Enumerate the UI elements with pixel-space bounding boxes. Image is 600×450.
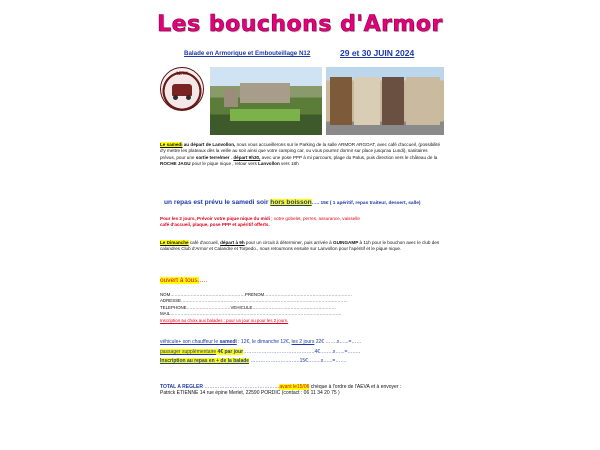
repas-line (164, 199, 421, 206)
registration-form (160, 292, 352, 324)
text: café d'accueil, plaque, pose PPP et apéritif offerts. (160, 222, 270, 228)
text-guingamp: GUINGAMP (333, 240, 359, 245)
castle-building-shape (240, 83, 290, 103)
wheel-icon (173, 95, 178, 100)
paragraph-samedi (160, 142, 442, 168)
highlight-dimanche: Le Dimanche (160, 240, 189, 245)
house-shape (382, 77, 404, 125)
document-page (150, 0, 450, 450)
text: pour le pique nique , retour vers (190, 161, 259, 167)
text: pour un circuit à déterminer, puis arrivée à (244, 240, 333, 245)
text: un repas est prévu le samedi soir (164, 199, 269, 206)
wheel-icon (186, 95, 191, 100)
highlight-deadline: avant le15/06 (279, 384, 310, 390)
price: 4€ par jour (216, 349, 244, 355)
text-depart-time: départ à 9h (220, 240, 245, 245)
text-lanvollon: Lanvollon (258, 161, 280, 167)
form-telephone: TELEPHONE…………………………VEHICULE………………………………………………… (160, 304, 336, 310)
text: vers 18h (279, 161, 299, 167)
form-inscription-note: Inscription au choix aux balades : pour un jour ou pour les 2 jours. (160, 317, 289, 323)
text: avec une pose PPP à mi parcours, plage du Palus, puis direction vers le château de la (260, 154, 438, 160)
text-depart-time: départ 9h30, (233, 154, 261, 160)
text: à 11h pour le bouchon avec le club des calandres Club d'Armor et Calandre et Torpedo., nous retournons ensuite sur Lanvollon pour l'apéritif et le pique nique. (160, 240, 440, 252)
form-nom: NOM……………………………………………PRENOM…………………………………………………… (160, 292, 352, 297)
text: …….x…...=…… (324, 339, 362, 345)
text: ……………………………………… (202, 384, 280, 390)
text: ( 1 apéritif, repas traiteur, dessert, salle) (328, 201, 421, 206)
text: : 12€, le dimanche 12€, (236, 339, 292, 345)
house-shape (354, 77, 380, 125)
text: les 2 jours (291, 339, 315, 345)
text: …. (199, 277, 208, 284)
contact-address: Patrick ETIENNE 14 rue épine Merlet, 22590 PORDIC (contact : 06 11 34 20 75 ) (160, 390, 340, 397)
highlight-hors-boisson: hors boisson (270, 199, 312, 206)
prevoir-paragraph (160, 216, 442, 229)
highlight-ouvert: ouvert à tous. (160, 277, 200, 284)
text-samedi: samedi (219, 339, 237, 345)
house-shape (330, 77, 352, 125)
text: …………………………………….4€……..x…...=…….. (243, 349, 361, 355)
text-depart: au départ de Lanvollon, (182, 142, 236, 147)
logo-text: AEVA (175, 72, 189, 77)
castle-photo (210, 67, 322, 135)
highlight-inscription-repas: Inscription au repas en + de la balade (160, 358, 250, 364)
aeva-logo (160, 67, 204, 111)
text: . (229, 154, 234, 160)
total-label: TOTAL A REGLER (160, 384, 203, 390)
page-title: Les bouchons d'Armor (157, 12, 443, 37)
highlight-samedi: Le samedi (160, 142, 183, 147)
text: café d'accueil, (188, 240, 221, 245)
price: ….. 15€ (311, 201, 329, 206)
text: 22€ (314, 339, 325, 345)
total-section (160, 384, 442, 397)
garden-shape (230, 109, 300, 121)
text: …………………..…….15€……..x…...=……. (249, 358, 347, 364)
highlight-passager: passager supplémentaire (160, 349, 217, 355)
text: nous vous accueillerons sur le Parking de la salle ARMOR ARGOAT, avec café d'accueil, (possibilité d'y mettre les plateaux dès la veille au soir ainsi que votre camping car, ou vous pourrez dormir sur place jusqu'au Lundi), sanitaires prévus, pour une (160, 142, 441, 160)
price-passenger-line (160, 349, 360, 355)
event-dates: 29 et 30 JUIN 2024 (340, 48, 415, 58)
paragraph-dimanche (160, 240, 442, 253)
text: ; votre gobelet, perres, assurance, vaisselle (270, 216, 360, 221)
town-street-photo (326, 67, 444, 135)
text: Pour les 2 jours, Prévoir votre pique nique du midi (160, 216, 271, 221)
form-adresse: ADRESSE…………………………………………………………………………………………………… (160, 298, 348, 304)
price-vehicle-line (160, 339, 361, 345)
house-shape (406, 77, 440, 125)
text: chèque à l'ordre de l'AEVA et à envoyer : (309, 384, 402, 390)
text-roche-jagu: ROCHE JAGU (160, 161, 191, 167)
price-repas-line (160, 358, 347, 364)
text: véhicule+ son chauffeur le (160, 339, 220, 345)
subtitle: Balade en Armorique et Embouteillage N12 (184, 50, 311, 57)
castle-tower-shape (224, 89, 238, 107)
ouvert-a-tous (160, 277, 208, 284)
text-sortie: sortie terre/mer (195, 154, 230, 160)
form-mail: MAIL……………………………………………………………………………………………………… (160, 311, 342, 317)
